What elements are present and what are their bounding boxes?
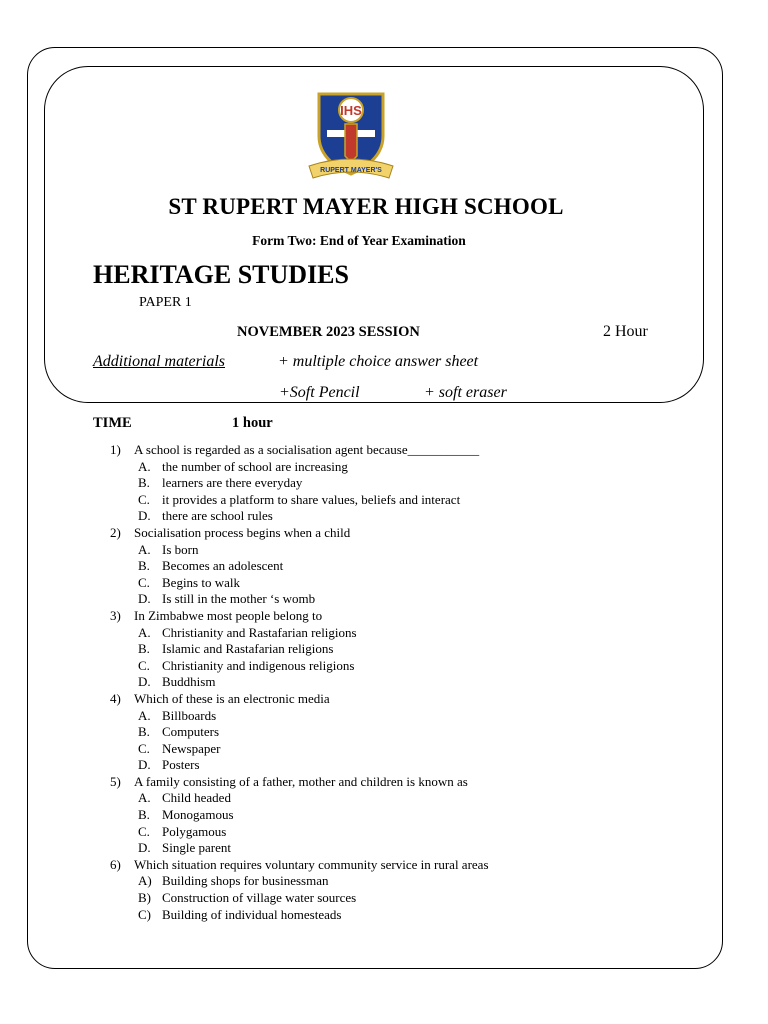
option-text: learners are there everyday xyxy=(162,475,303,491)
option-text: Christianity and Rastafarian religions xyxy=(162,624,357,640)
option-letter: C) xyxy=(138,906,151,922)
question-text: Socialisation process begins when a child xyxy=(134,524,351,540)
option xyxy=(0,492,768,509)
material-eraser: + soft eraser xyxy=(424,384,507,401)
option xyxy=(0,873,768,890)
option-text: Single parent xyxy=(162,840,231,856)
option-letter: B. xyxy=(138,724,150,740)
option-letter: C. xyxy=(138,823,150,839)
option-letter: A. xyxy=(138,707,151,723)
question-text: Which situation requires voluntary community service in rural areas xyxy=(134,856,489,872)
svg-text:IHS: IHS xyxy=(340,103,362,118)
subject-title: HERITAGE STUDIES xyxy=(93,260,349,289)
question-list xyxy=(0,442,768,923)
option xyxy=(0,790,768,807)
option-text: Christianity and indigenous religions xyxy=(162,657,355,673)
question-number: 5) xyxy=(110,773,121,789)
option xyxy=(0,907,768,924)
option xyxy=(0,625,768,642)
option-text: Becomes an adolescent xyxy=(162,558,284,574)
option-letter: C. xyxy=(138,491,150,507)
option xyxy=(0,575,768,592)
material-pencil: +Soft Pencil xyxy=(279,384,360,401)
option-letter: C. xyxy=(138,740,150,756)
option-text: Computers xyxy=(162,724,220,740)
option-letter: D. xyxy=(138,674,151,690)
materials-label: Additional materials xyxy=(93,353,225,370)
option-text: it provides a platform to share values, beliefs and interact xyxy=(162,491,461,507)
question xyxy=(0,608,768,625)
option-letter: B. xyxy=(138,641,150,657)
option-text: Building of individual homesteads xyxy=(162,906,342,922)
option xyxy=(0,840,768,857)
option-letter: A) xyxy=(138,873,152,889)
question xyxy=(0,774,768,791)
option-letter: D. xyxy=(138,591,151,607)
time-value: 1 hour xyxy=(232,415,273,431)
option-text: Billboards xyxy=(162,707,217,723)
option-text: Islamic and Rastafarian religions xyxy=(162,641,334,657)
option-letter: A. xyxy=(138,458,151,474)
question-number: 6) xyxy=(110,856,121,872)
option-text: Is still in the mother ‘s womb xyxy=(162,591,316,607)
option-letter: A. xyxy=(138,790,151,806)
option xyxy=(0,542,768,559)
option-text: Newspaper xyxy=(162,740,221,756)
option-text: the number of school are increasing xyxy=(162,458,348,474)
option-letter: A. xyxy=(138,541,151,557)
option xyxy=(0,757,768,774)
option xyxy=(0,508,768,525)
option-text: Building shops for businessman xyxy=(162,873,329,889)
option-text: Buddhism xyxy=(162,674,216,690)
paper-number: PAPER 1 xyxy=(139,295,192,310)
exam-duration: 2 Hour xyxy=(603,323,648,340)
question xyxy=(0,857,768,874)
option-letter: C. xyxy=(138,574,150,590)
option-letter: B) xyxy=(138,890,151,906)
question-number: 2) xyxy=(110,524,121,540)
option-letter: B. xyxy=(138,475,150,491)
option xyxy=(0,724,768,741)
exam-session: NOVEMBER 2023 SESSION xyxy=(237,324,420,340)
question-text: In Zimbabwe most people belong to xyxy=(134,607,323,623)
question-number: 1) xyxy=(110,442,121,457)
option xyxy=(0,475,768,492)
option xyxy=(0,824,768,841)
question-text: A family consisting of a father, mother and children is known as xyxy=(134,773,468,789)
question-number: 4) xyxy=(110,690,121,706)
material-answer-sheet: + multiple choice answer sheet xyxy=(278,353,479,370)
option xyxy=(0,459,768,476)
option-text: Monogamous xyxy=(162,807,234,823)
option xyxy=(0,890,768,907)
option xyxy=(0,658,768,675)
question xyxy=(0,525,768,542)
option xyxy=(0,674,768,691)
option-text: Polygamous xyxy=(162,823,227,839)
option-letter: D. xyxy=(138,840,151,856)
option-letter: B. xyxy=(138,558,150,574)
option xyxy=(0,591,768,608)
school-crest xyxy=(305,86,397,184)
question-text: A school is regarded as a socialisation agent because___________ xyxy=(134,442,480,457)
question-text: Which of these is an electronic media xyxy=(134,690,330,706)
option-text: Posters xyxy=(162,757,200,773)
question xyxy=(0,442,768,459)
option xyxy=(0,558,768,575)
option-text: Is born xyxy=(162,541,199,557)
option-letter: B. xyxy=(138,807,150,823)
option xyxy=(0,708,768,725)
svg-text:RUPERT MAYER'S: RUPERT MAYER'S xyxy=(320,167,382,174)
time-label: TIME xyxy=(93,415,132,431)
option xyxy=(0,641,768,658)
option-letter: A. xyxy=(138,624,151,640)
option-text: Construction of village water sources xyxy=(162,890,357,906)
school-name: ST RUPERT MAYER HIGH SCHOOL xyxy=(168,194,564,219)
option-letter: C. xyxy=(138,657,150,673)
question xyxy=(0,691,768,708)
question-number: 3) xyxy=(110,607,121,623)
option-text: Begins to walk xyxy=(162,574,240,590)
option-letter: D. xyxy=(138,508,151,524)
option-text: there are school rules xyxy=(162,508,273,524)
option-letter: D. xyxy=(138,757,151,773)
option xyxy=(0,807,768,824)
option-text: Child headed xyxy=(162,790,231,806)
option xyxy=(0,741,768,758)
exam-title: Form Two: End of Year Examination xyxy=(252,233,466,248)
